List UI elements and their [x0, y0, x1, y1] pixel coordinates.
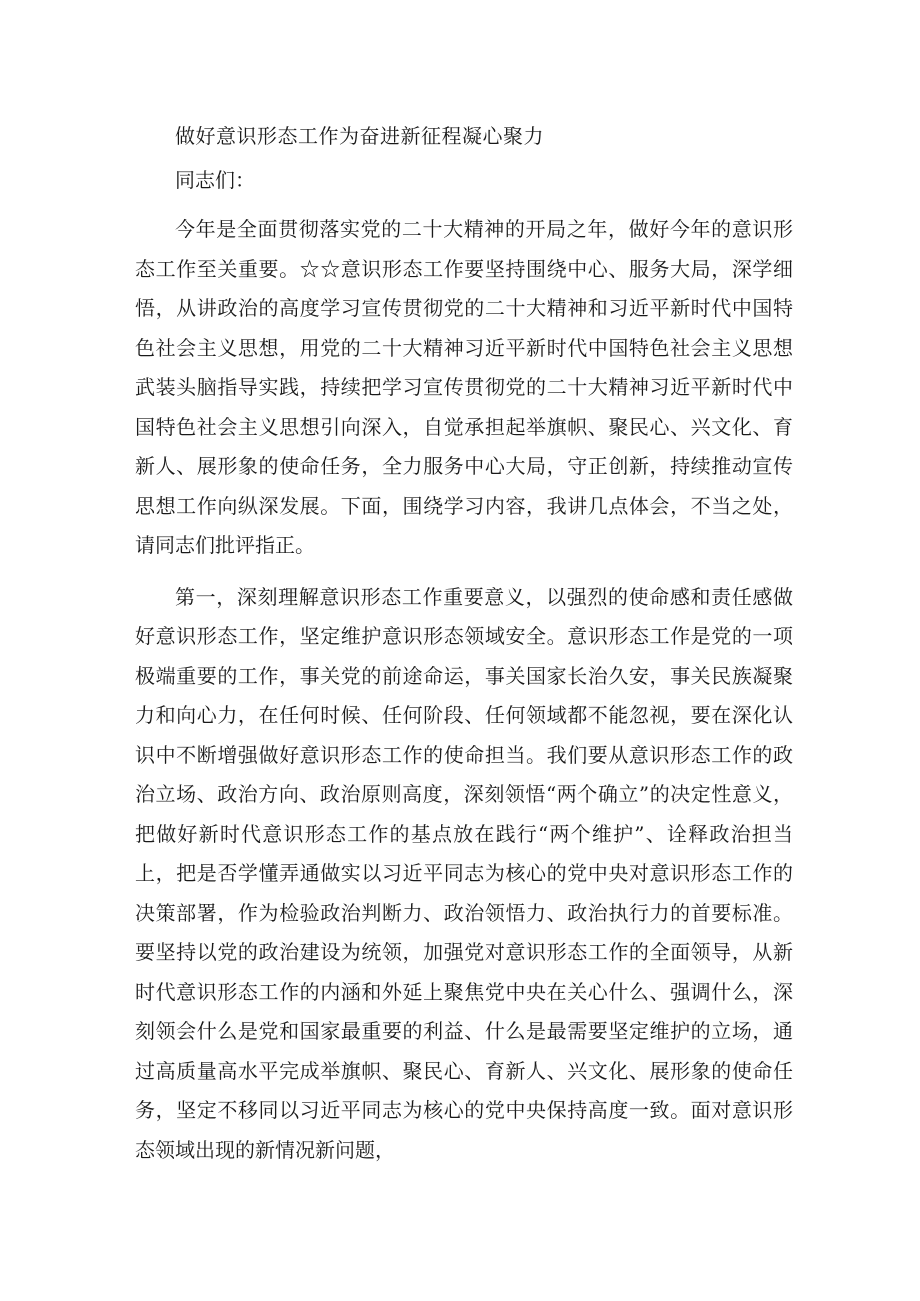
paragraph-intro: 今年是全面贯彻落实党的二十大精神的开局之年，做好今年的意识形态工作至关重要。☆☆意识形态工作要坚持围绕中心、服务大局，深学细悟，从讲政治的高度学习宣传贯彻党的二十大精神和习近平新时代中国特色社会主义思想，用党的二十大精神习近平新时代中国特色社会主义思想武装头脑指导实践，持续把学习宣传贯彻党的二十大精神习近平新时代中国特色社会主义思想引向深入，自觉承担起举旗帜、聚民心、兴文化、育新人、展形象的使命任务，全力服务中心大局，守正创新，持续推动宣传思想工作向纵深发展。下面，围绕学习内容，我讲几点体会，不当之处，请同志们批评指正。 [135, 217, 793, 557]
document-body [135, 116, 793, 1170]
paragraph-first-point: 第一，深刻理解意识形态工作重要意义，以强烈的使命感和责任感做好意识形态工作，坚定维护意识形态领域安全。意识形态工作是党的一项极端重要的工作，事关党的前途命运，事关国家长治久安，事关民族凝聚力和向心力，在任何时候、任何阶段、任何领域都不能忽视，要在深化认识中不断增强做好意识形态工作的使命担当。我们要从意识形态工作的政治立场、政治方向、政治原则高度，深刻领悟“两个确立”的决定性意义，把做好新时代意识形态工作的基点放在践行“两个维护”、诠释政治担当上，把是否学懂弄通做实以习近平同志为核心的党中央对意识形态工作的决策部署，作为检验政治判断力、政治领悟力、政治执行力的首要标准。要坚持以党的政治建设为统领，加强党对意识形态工作的全面领导，从新时代意识形态工作的内涵和外延上聚焦党中央在关心什么、强调什么，深刻领会什么是党和国家最重要的利益、什么是最需要坚定维护的立场，通过高质量高水平完成举旗帜、聚民心、育新人、兴文化、展形象的使命任务，坚定不移同以习近平同志为核心的党中央保持高度一致。面对意识形态领域出现的新情况新问题， [135, 584, 793, 1162]
salutation: 同志们： [175, 168, 255, 192]
document-title: 做好意识形态工作为奋进新征程凝心聚力 [175, 124, 544, 148]
